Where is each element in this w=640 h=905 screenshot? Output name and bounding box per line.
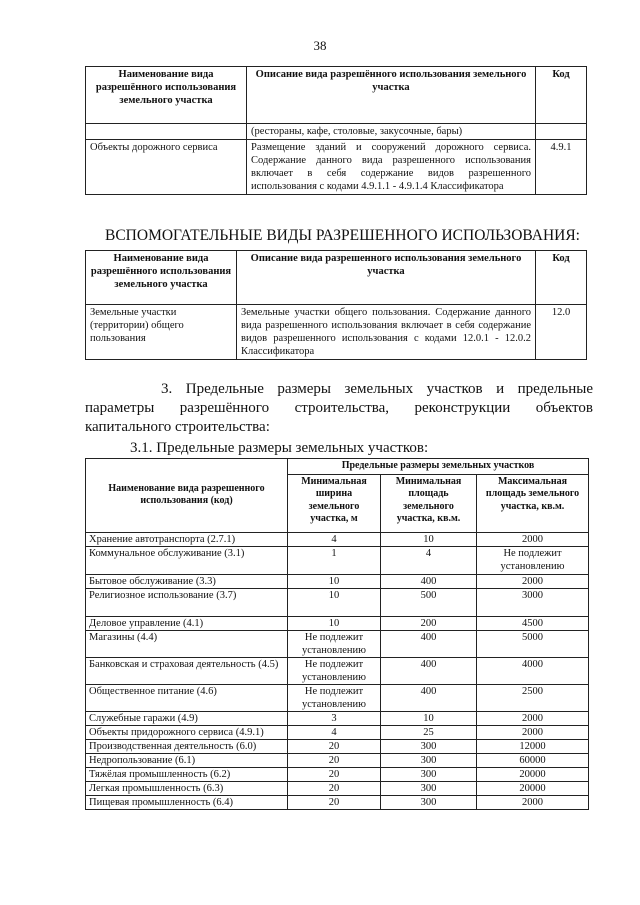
row-max-area: 2000	[477, 574, 589, 588]
size-limits-table	[85, 458, 589, 810]
table-row	[86, 725, 589, 739]
row-min-area: 25	[381, 725, 477, 739]
row-width: 4	[288, 532, 381, 546]
row-width: 20	[288, 795, 381, 809]
table-row	[86, 739, 589, 753]
header-code: Код	[536, 251, 587, 305]
table-row	[86, 753, 589, 767]
table-header-row	[86, 67, 587, 124]
table-row	[86, 781, 589, 795]
row-width: Не подлежит установлению	[288, 684, 381, 711]
row-name: Бытовое обслуживание (3.3)	[86, 574, 288, 588]
page-number: 38	[313, 38, 327, 53]
row-min-area: 400	[381, 657, 477, 684]
aux-uses-table	[85, 250, 587, 360]
paragraph-3: 3. Предельные размеры земельных участков и предельные параметры разрешённого строительства, реконструкции объектов капитального строительства:	[85, 381, 593, 435]
row-min-area: 400	[381, 684, 477, 711]
row-min-area: 400	[381, 574, 477, 588]
header-min-area: Минимальная площадь земельного участка, кв.м.	[381, 474, 477, 532]
table-row	[86, 767, 589, 781]
row-min-area: 300	[381, 753, 477, 767]
row-max-area: 20000	[477, 781, 589, 795]
row-max-area: 3000	[477, 588, 589, 616]
row-name: Банковская и страховая деятельность (4.5)	[86, 657, 288, 684]
row-name: Магазины (4.4)	[86, 630, 288, 657]
table-row	[86, 684, 589, 711]
table-row	[86, 124, 587, 140]
row-name	[86, 124, 247, 140]
table-row	[86, 711, 589, 725]
table-row	[86, 546, 589, 574]
row-name: Коммунальное обслуживание (3.1)	[86, 546, 288, 574]
row-min-area: 4	[381, 546, 477, 574]
table-header-row	[86, 251, 587, 305]
row-width: Не подлежит установлению	[288, 630, 381, 657]
row-width: 20	[288, 753, 381, 767]
row-name: Легкая промышленность (6.3)	[86, 781, 288, 795]
row-width: 4	[288, 725, 381, 739]
header-description: Описание вида разрешённого использования земельного участка	[247, 67, 536, 124]
table-row	[86, 305, 587, 360]
row-min-area: 200	[381, 616, 477, 630]
row-name: Общественное питание (4.6)	[86, 684, 288, 711]
table-row	[86, 588, 589, 616]
row-min-area: 500	[381, 588, 477, 616]
row-name: Тяжёлая промышленность (6.2)	[86, 767, 288, 781]
main-uses-table	[85, 66, 587, 195]
row-max-area: 4500	[477, 616, 589, 630]
header-name: Наименование вида разрешённого использования земельного участка	[86, 251, 237, 305]
row-min-area: 300	[381, 739, 477, 753]
table-row	[86, 140, 587, 195]
row-code	[536, 124, 587, 140]
row-width: 20	[288, 781, 381, 795]
row-min-area: 10	[381, 532, 477, 546]
row-max-area: 5000	[477, 630, 589, 657]
table-row	[86, 795, 589, 809]
row-width: 10	[288, 574, 381, 588]
row-max-area: 20000	[477, 767, 589, 781]
row-name: Хранение автотранспорта (2.7.1)	[86, 532, 288, 546]
row-min-area: 300	[381, 767, 477, 781]
header-min-width: Минимальная ширина земельного участка, м	[288, 474, 381, 532]
row-width: 10	[288, 588, 381, 616]
row-name: Религиозное использование (3.7)	[86, 588, 288, 616]
row-width: Не подлежит установлению	[288, 657, 381, 684]
table-row	[86, 574, 589, 588]
table-header-row	[86, 459, 589, 475]
row-name: Деловое управление (4.1)	[86, 616, 288, 630]
row-max-area: 2000	[477, 532, 589, 546]
row-max-area: 2500	[477, 684, 589, 711]
row-name: Производственная деятельность (6.0)	[86, 739, 288, 753]
aux-heading: ВСПОМОГАТЕЛЬНЫЕ ВИДЫ РАЗРЕШЕННОГО ИСПОЛЬЗОВАНИЯ:	[105, 227, 580, 244]
header-name: Наименование вида разрешенного использования (код)	[86, 459, 288, 533]
header-max-area: Максимальная площадь земельного участка, кв.м.	[477, 474, 589, 532]
row-max-area: 2000	[477, 711, 589, 725]
row-max-area: 4000	[477, 657, 589, 684]
row-name: Земельные участки (территории) общего пользования	[86, 305, 237, 360]
row-width: 3	[288, 711, 381, 725]
row-code: 12.0	[536, 305, 587, 360]
row-width: 20	[288, 739, 381, 753]
row-min-area: 300	[381, 781, 477, 795]
table-row	[86, 657, 589, 684]
row-width: 20	[288, 767, 381, 781]
row-name: Объекты дорожного сервиса	[86, 140, 247, 195]
header-code: Код	[536, 67, 587, 124]
row-width: 1	[288, 546, 381, 574]
row-width: 10	[288, 616, 381, 630]
row-code: 4.9.1	[536, 140, 587, 195]
row-min-area: 400	[381, 630, 477, 657]
table-row	[86, 532, 589, 546]
row-description: (рестораны, кафе, столовые, закусочные, бары)	[247, 124, 536, 140]
table-row	[86, 630, 589, 657]
row-min-area: 300	[381, 795, 477, 809]
header-name: Наименование вида разрешённого использования земельного участка	[86, 67, 247, 124]
row-name: Служебные гаражи (4.9)	[86, 711, 288, 725]
row-max-area: 12000	[477, 739, 589, 753]
row-max-area: Не подлежит установлению	[477, 546, 589, 574]
paragraph-3-1: 3.1. Предельные размеры земельных участков:	[130, 440, 429, 456]
header-group: Предельные размеры земельных участков	[288, 459, 589, 475]
row-max-area: 60000	[477, 753, 589, 767]
row-description: Размещение зданий и сооружений дорожного сервиса. Содержание данного вида разрешенного использования включает в себя содержание видов разрешенного использования с кодами 4.9.1.1 - 4.9.1.4 Классификатора	[247, 140, 536, 195]
row-description: Земельные участки общего пользования. Содержание данного вида разрешенного использования включает в себя содержание видов разрешенного использования с кодами 12.0.1 - 12.0.2 Классификатора	[237, 305, 536, 360]
row-name: Объекты придорожного сервиса (4.9.1)	[86, 725, 288, 739]
row-max-area: 2000	[477, 725, 589, 739]
table-row	[86, 616, 589, 630]
row-name: Пищевая промышленность (6.4)	[86, 795, 288, 809]
header-description: Описание вида разрешенного использования земельного участка	[237, 251, 536, 305]
row-min-area: 10	[381, 711, 477, 725]
row-name: Недропользование (6.1)	[86, 753, 288, 767]
row-max-area: 2000	[477, 795, 589, 809]
